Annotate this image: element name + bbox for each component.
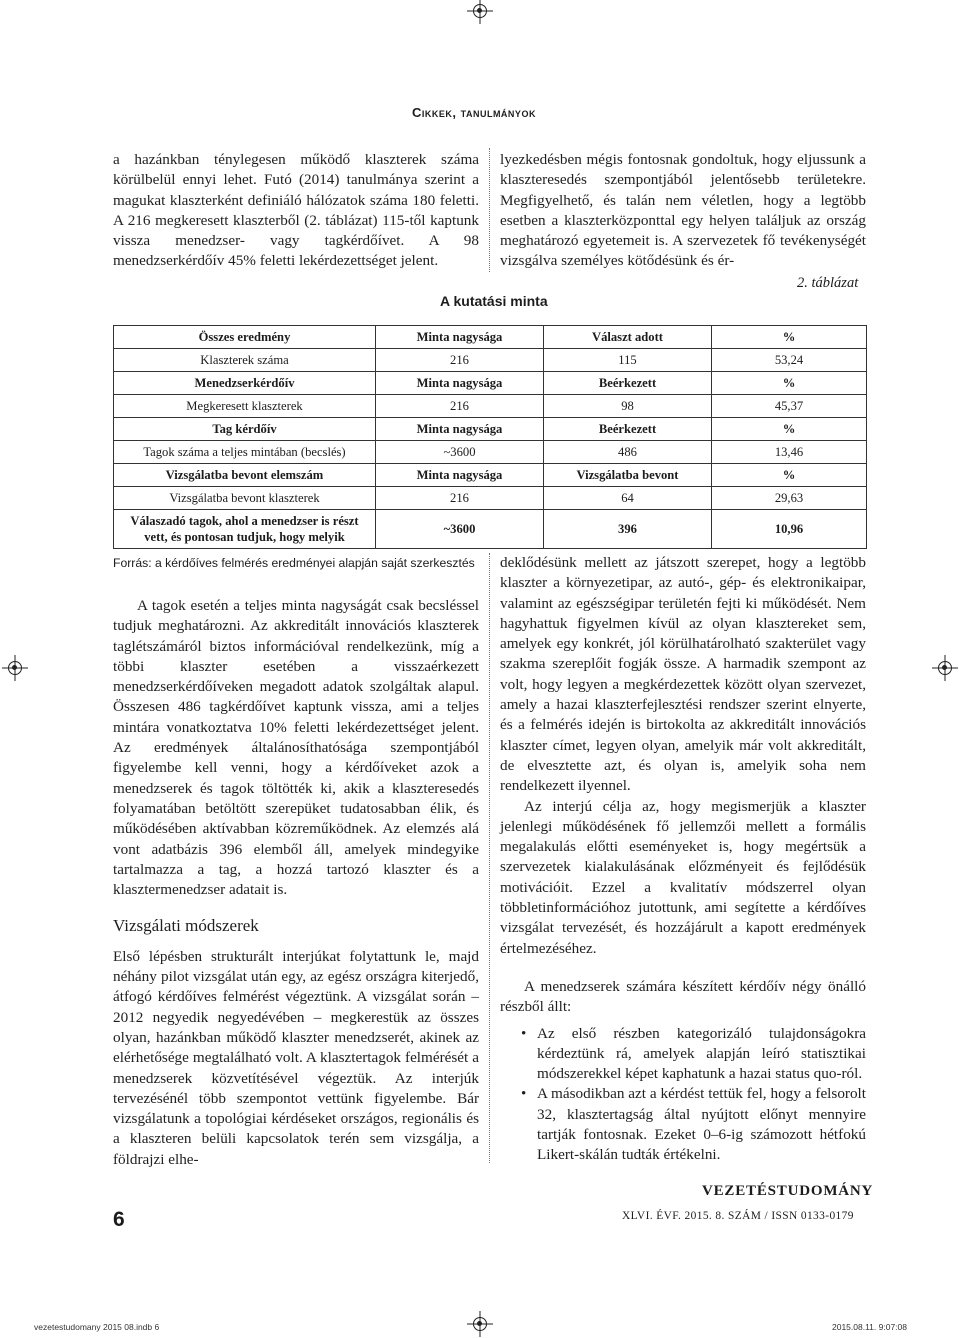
table-cell: Megkeresett klaszterek bbox=[114, 395, 376, 418]
paragraph: lyezkedésben mégis fontosnak gondoltuk, hogy eljussunk a klaszteresedés szempontjából jelentősebb területekre. Megfigyelhető, és talán nem véletlen, hogy a legtöbb esetben a klaszterközponttal egy helyen találjuk az ország meghatározó egyetemeit is. A szervezetek fő tevékenységét vizsgálva személyes kötődésünk és ér- bbox=[500, 151, 866, 270]
table-label: 2. táblázat bbox=[797, 275, 859, 291]
table-title: A kutatási minta bbox=[440, 293, 548, 309]
table-cell: 216 bbox=[376, 487, 544, 510]
table-row bbox=[114, 395, 867, 418]
table-cell: Beérkezett bbox=[544, 418, 712, 441]
table-cell: Minta nagysága bbox=[376, 326, 544, 349]
table-cell: Tag kérdőív bbox=[114, 418, 376, 441]
table-cell: 98 bbox=[544, 395, 712, 418]
table-source: Forrás: a kérdőíves felmérés eredményei alapján saját szerkesztés bbox=[113, 556, 475, 570]
running-head: Cikkek, tanulmányok bbox=[412, 105, 536, 120]
table-cell: Minta nagysága bbox=[376, 372, 544, 395]
table-cell: % bbox=[712, 418, 867, 441]
page-number: 6 bbox=[113, 1208, 125, 1231]
right-column-top bbox=[500, 150, 866, 272]
table-cell: 115 bbox=[544, 349, 712, 372]
table-cell: 45,37 bbox=[712, 395, 867, 418]
registration-mark-top-icon bbox=[473, 4, 487, 18]
research-sample-table bbox=[113, 325, 867, 549]
paragraph: Az interjú célja az, hogy megismerjük a klaszter jelenlegi működésének fő jellemzői mellett a formális megalakulás előtti eseményeket is, hogy megértsük a szervezetek kialakulásának előzményeit és fejlődésük motivációit. Ezzel a kvalitatív módszerrel olyan többletinformációhoz jutottunk, ami segítette a kérdőíves vizsgálat tervezését, és hozzájárult a kapott eredmények értelmezéséhez. bbox=[500, 797, 866, 957]
journal-name: VEZETÉSTUDOMÁNY bbox=[702, 1183, 874, 1199]
slug-timestamp: 2015.08.11. 9:07:08 bbox=[832, 1322, 907, 1332]
table-cell: Minta nagysága bbox=[376, 464, 544, 487]
section-heading: Vizsgálati módszerek bbox=[113, 916, 259, 936]
slug-filename: vezetestudomany 2015 08.indb 6 bbox=[34, 1322, 160, 1332]
list-item: • Az első részben kategorizáló tulajdonságokra kérdeztünk rá, amelyek alapján leíró statisztikai módszerekkel képet kaphatunk a hazai status quo-ról. bbox=[500, 1024, 866, 1085]
table-cell: Választ adott bbox=[544, 326, 712, 349]
table-row bbox=[114, 326, 867, 349]
table-cell: Menedzserkérdőív bbox=[114, 372, 376, 395]
paragraph: A menedzserek számára készített kérdőív négy önálló részből állt: bbox=[500, 977, 866, 1016]
table-cell: 29,63 bbox=[712, 487, 867, 510]
table-cell: 216 bbox=[376, 395, 544, 418]
left-column-bottom bbox=[113, 596, 479, 1170]
paragraph: A tagok esetén a teljes minta nagyságát csak becsléssel tudjuk meghatározni. Az akkreditált innovációs klaszterek taglétszámáról biztos információval rendelkezünk, míg a többi klaszter esetében a visszaérkezett menedzserkérdőíveken megadott adatok szolgáltak alapul. Összesen 486 tagkérdőívet kaptunk vissza, ami a teljes mintára vonatkoztatva 10% feletti lekérdezettséget jelent. Az eredmények általánosíthatósága szempontjából figyelembe kell venni, hogy a kérdőíveket azok a menedzserek és tagok töltötték ki, akik a klaszteresedés folyamatában betöltött szerepüket tudatosabban élik, és működésében aktívabban közreműködnek. Az elemzés alá vont adatbázis 396 elemből áll, amelyek mindegyike tartalmazza a tag, a hozzá tartozó klaszter és a klasztermenedzser adatait is. bbox=[113, 597, 479, 899]
table-row bbox=[114, 487, 867, 510]
table-cell: 10,96 bbox=[712, 510, 867, 549]
table-cell: 486 bbox=[544, 441, 712, 464]
table-row bbox=[114, 418, 867, 441]
table-row bbox=[114, 349, 867, 372]
bullet-list bbox=[500, 1024, 866, 1166]
table-cell: Vizsgálatba bevont elemszám bbox=[114, 464, 376, 487]
column-divider-bottom bbox=[489, 553, 490, 1163]
table-row bbox=[114, 510, 867, 549]
paragraph: a hazánkban ténylegesen működő klaszterek száma körülbelül ennyi lehet. Futó (2014) tanulmánya szerint a magukat klaszterként definiáló hálózatok száma 180 feletti. A 216 megkeresett klaszterből (2. táblázat) 115-től kaptunk vissza menedzser- vagy tagkérdőívet. A 98 menedzserkérdőív 45% feletti lekérdezettséget jelent. bbox=[113, 151, 479, 270]
table-cell: Minta nagysága bbox=[376, 418, 544, 441]
table-cell: % bbox=[712, 372, 867, 395]
table-row bbox=[114, 464, 867, 487]
list-item: • A másodikban azt a kérdést tettük fel, hogy a felsorolt 32, klasztertagság által nyújtott előnyt mennyire tartják fontosnak. Ezeket 0–6-ig számozott hétfokú Likert-skálán tudták értékelni. bbox=[500, 1084, 866, 1165]
right-column-bottom bbox=[500, 553, 866, 1166]
table-cell: % bbox=[712, 464, 867, 487]
table-cell: % bbox=[712, 326, 867, 349]
table-cell: 64 bbox=[544, 487, 712, 510]
table-cell: 53,24 bbox=[712, 349, 867, 372]
table-cell: ~3600 bbox=[376, 441, 544, 464]
table-cell: ~3600 bbox=[376, 510, 544, 549]
registration-mark-bottom-icon bbox=[473, 1317, 487, 1331]
paragraph: Első lépésben strukturált interjúkat folytattunk le, majd néhány pilot vizsgálat után egy, az egész országra kiterjedő, átfogó kérdőíves felmérést végeztünk. A vizsgálat során – 2012 negyedik negyedévében – megkerestük az összes olyan, hazánkban működő klaszter menedzserét, akinek az elérhetősége megtalálható volt. A klasztertagok felmérését a menedzserek közvetítésével végeztük. Az interjúk tervezésénél több szempontot vettünk figyelembe. Bár vizsgálatunk a topológiai kérdéseket országos, regionális és a klaszteren belüli kapcsolatok terén sem vizsgálja, a földrajzi elhe- bbox=[113, 947, 479, 1168]
table-cell: Vizsgálatba bevont bbox=[544, 464, 712, 487]
table-cell: Beérkezett bbox=[544, 372, 712, 395]
table-cell: 396 bbox=[544, 510, 712, 549]
table-cell: Klaszterek száma bbox=[114, 349, 376, 372]
table-cell: Vizsgálatba bevont klaszterek bbox=[114, 487, 376, 510]
table-cell: Válaszadó tagok, ahol a menedzser is részt vett, és pontosan tudjuk, hogy melyik bbox=[114, 510, 376, 549]
journal-issue: XLVI. ÉVF. 2015. 8. SZÁM / ISSN 0133-0179 bbox=[622, 1210, 854, 1222]
table-cell: Összes eredmény bbox=[114, 326, 376, 349]
table-row bbox=[114, 372, 867, 395]
column-divider-top bbox=[489, 148, 490, 272]
left-column-top bbox=[113, 150, 479, 272]
table-cell: 13,46 bbox=[712, 441, 867, 464]
table-row bbox=[114, 441, 867, 464]
table-cell: Tagok száma a teljes mintában (becslés) bbox=[114, 441, 376, 464]
registration-mark-left-icon bbox=[8, 661, 22, 675]
paragraph: deklődésünk mellett az játszott szerepet, hogy a legtöbb klaszter a környezetipar, az autó-, gép- és elektronikaipar, valamint az egészségipar területén fejti ki működését. Nem hagyhattuk figyelmen kívül az olyan klasztereket sem, amelyek egy konkrét, jól körülhatárolható szakterület vagy szakma szereplőit fogják össze. A harmadik szempont az volt, hogy legyen a megkérdezettek között olyan szervezet, amely a hazai klaszterfejlesztési rendszer szerint elnyerte, és a felmérés idején is birtokolta az akkreditált innovációs klaszter címet, legyen olyan, amelyik már volt akkreditált, de elvesztette azt, és olyan is, amelyik soha nem rendelkezett ilyennel. bbox=[500, 554, 866, 795]
table-cell: 216 bbox=[376, 349, 544, 372]
registration-mark-right-icon bbox=[938, 661, 952, 675]
